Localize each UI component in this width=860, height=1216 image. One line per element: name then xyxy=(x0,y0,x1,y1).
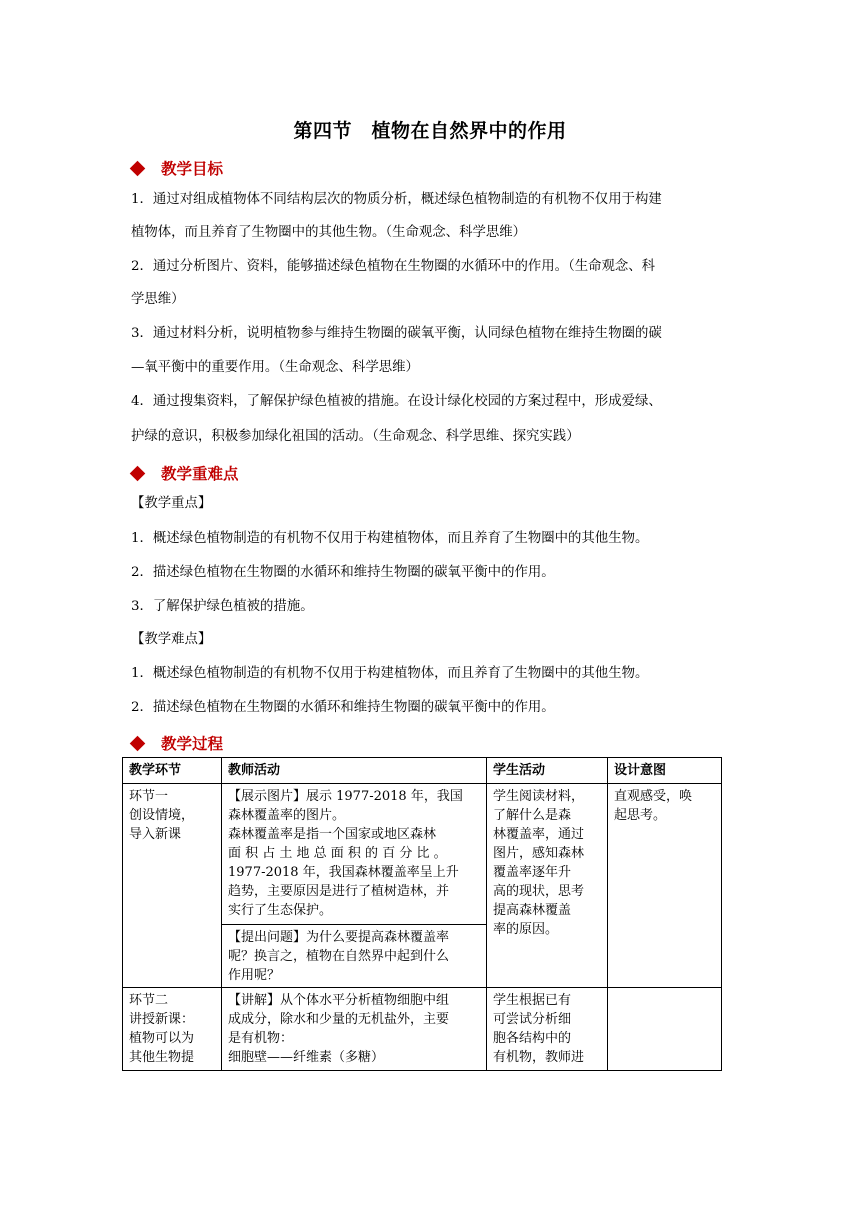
cell-line: 导入新课 xyxy=(129,827,182,842)
cell-line: 1977-2018 年，我国森林覆盖率呈上升 xyxy=(228,865,459,880)
cell-line: 高的现状，思考 xyxy=(493,884,585,899)
cell-line: 成成分，除水和少量的无机盐外，主要 xyxy=(228,1012,450,1027)
cell-line: 环节二 xyxy=(129,993,169,1008)
intent-cell xyxy=(608,988,722,1071)
table-header-row xyxy=(123,758,722,784)
intent-cell xyxy=(608,784,722,988)
header-teacher: 教师活动 xyxy=(222,758,487,784)
table-row xyxy=(123,784,722,988)
teacher-cell xyxy=(222,988,487,1071)
cell-line: 呢？换言之，植物在自然界中起到什么 xyxy=(228,949,450,964)
diamond-bullet-icon xyxy=(130,465,146,481)
cell-line: 讲授新课： xyxy=(129,1012,195,1027)
objective-line: 学思维） xyxy=(131,292,185,307)
diamond-bullet-icon xyxy=(130,160,146,176)
cell-line: 【讲解】从个体水平分析植物细胞中组 xyxy=(228,993,450,1008)
cell-line: 其他生物提 xyxy=(129,1050,195,1065)
cell-line: 有机物，教师进 xyxy=(493,1050,585,1065)
heading-text: 教学重难点 xyxy=(161,465,239,483)
difficulty-line: 2．描述绿色植物在生物圈的水循环和维持生物圈的碳氧平衡中的作用。 xyxy=(131,700,555,715)
focus-label: 【教学重点】 xyxy=(131,496,212,511)
cell-line: 创设情境， xyxy=(129,808,195,823)
student-cell xyxy=(487,988,608,1071)
header-stage: 教学环节 xyxy=(123,758,222,784)
cell-line: 实行了生态保护。 xyxy=(228,903,333,918)
cell-line: 森林覆盖率是指一个国家或地区森林 xyxy=(228,827,437,842)
student-cell xyxy=(487,784,608,988)
stage-cell xyxy=(123,988,222,1071)
cell-line: 作用呢？ xyxy=(228,968,281,983)
objective-line: 1．通过对组成植物体不同结构层次的物质分析，概述绿色植物制造的有机物不仅用于构建 xyxy=(131,192,662,207)
heading-text: 教学过程 xyxy=(161,735,224,753)
cell-line: 森林覆盖率的图片。 xyxy=(228,808,346,823)
focus-line: 3．了解保护绿色植被的措施。 xyxy=(131,599,314,614)
cell-line: 起思考。 xyxy=(614,808,667,823)
section-heading-key-points xyxy=(131,462,239,484)
teacher-subcell xyxy=(222,924,486,985)
cell-line: 林覆盖率，通过 xyxy=(493,827,585,842)
objective-line: 3．通过材料分析，说明植物参与维持生物圈的碳氧平衡，认同绿色植物在维持生物圈的碳 xyxy=(131,326,662,341)
cell-line: 率的原因。 xyxy=(493,922,559,937)
focus-line: 2．描述绿色植物在生物圈的水循环和维持生物圈的碳氧平衡中的作用。 xyxy=(131,565,555,580)
cell-line: 是有机物： xyxy=(228,1031,294,1046)
cell-line: 提高森林覆盖 xyxy=(493,903,572,918)
objective-line: 植物体，而且养育了生物圈中的其他生物。（生命观念、科学思维） xyxy=(131,225,527,240)
cell-line: 学生阅读材料， xyxy=(493,789,585,804)
teacher-cell xyxy=(222,784,487,988)
objective-line: 护绿的意识，积极参加绿化祖国的活动。（生命观念、科学思维、探究实践） xyxy=(131,429,580,444)
cell-line: 直观感受，唤 xyxy=(614,789,693,804)
cell-line: 【展示图片】展示 1977-2018 年，我国 xyxy=(228,789,463,804)
cell-line: 【提出问题】为什么要提高森林覆盖率 xyxy=(228,930,450,945)
cell-line: 学生根据已有 xyxy=(493,993,572,1008)
difficulty-line: 1．概述绿色植物制造的有机物不仅用于构建植物体，而且养育了生物圈中的其他生物。 xyxy=(131,666,649,681)
cell-line: 覆盖率逐年升 xyxy=(493,865,572,880)
table-row xyxy=(123,988,722,1071)
focus-line: 1．概述绿色植物制造的有机物不仅用于构建植物体，而且养育了生物圈中的其他生物。 xyxy=(131,531,649,546)
cell-line: 可尝试分析细 xyxy=(493,1012,572,1027)
stage-cell xyxy=(123,784,222,988)
objective-line: 4．通过搜集资料，了解保护绿色植被的措施。在设计绿化校园的方案过程中，形成爱绿、 xyxy=(131,394,662,409)
heading-text: 教学目标 xyxy=(161,160,224,178)
objective-line: 2．通过分析图片、资料，能够描述绿色植物在生物圈的水循环中的作用。（生命观念、科 xyxy=(131,259,656,274)
section-heading-objectives xyxy=(131,157,223,179)
header-intent: 设计意图 xyxy=(608,758,722,784)
header-student: 学生活动 xyxy=(487,758,608,784)
cell-line: 趋势，主要原因是进行了植树造林，并 xyxy=(228,884,450,899)
diamond-bullet-icon xyxy=(130,735,146,751)
objective-line: —氧平衡中的重要作用。（生命观念、科学思维） xyxy=(131,360,419,375)
cell-line: 了解什么是森 xyxy=(493,808,572,823)
cell-line: 细胞壁——纤维素（多糖） xyxy=(228,1050,385,1065)
cell-line: 植物可以为 xyxy=(129,1031,195,1046)
cell-line: 面 积 占 土 地 总 面 积 的 百 分 比 。 xyxy=(228,846,447,861)
section-heading-process xyxy=(131,732,223,754)
cell-line: 胞各结构中的 xyxy=(493,1031,572,1046)
difficulty-label: 【教学难点】 xyxy=(131,632,212,647)
cell-line: 图片，感知森林 xyxy=(493,846,585,861)
process-table xyxy=(122,757,722,1071)
page-title: 第四节 植物在自然界中的作用 xyxy=(293,120,567,142)
cell-line: 环节一 xyxy=(129,789,169,804)
